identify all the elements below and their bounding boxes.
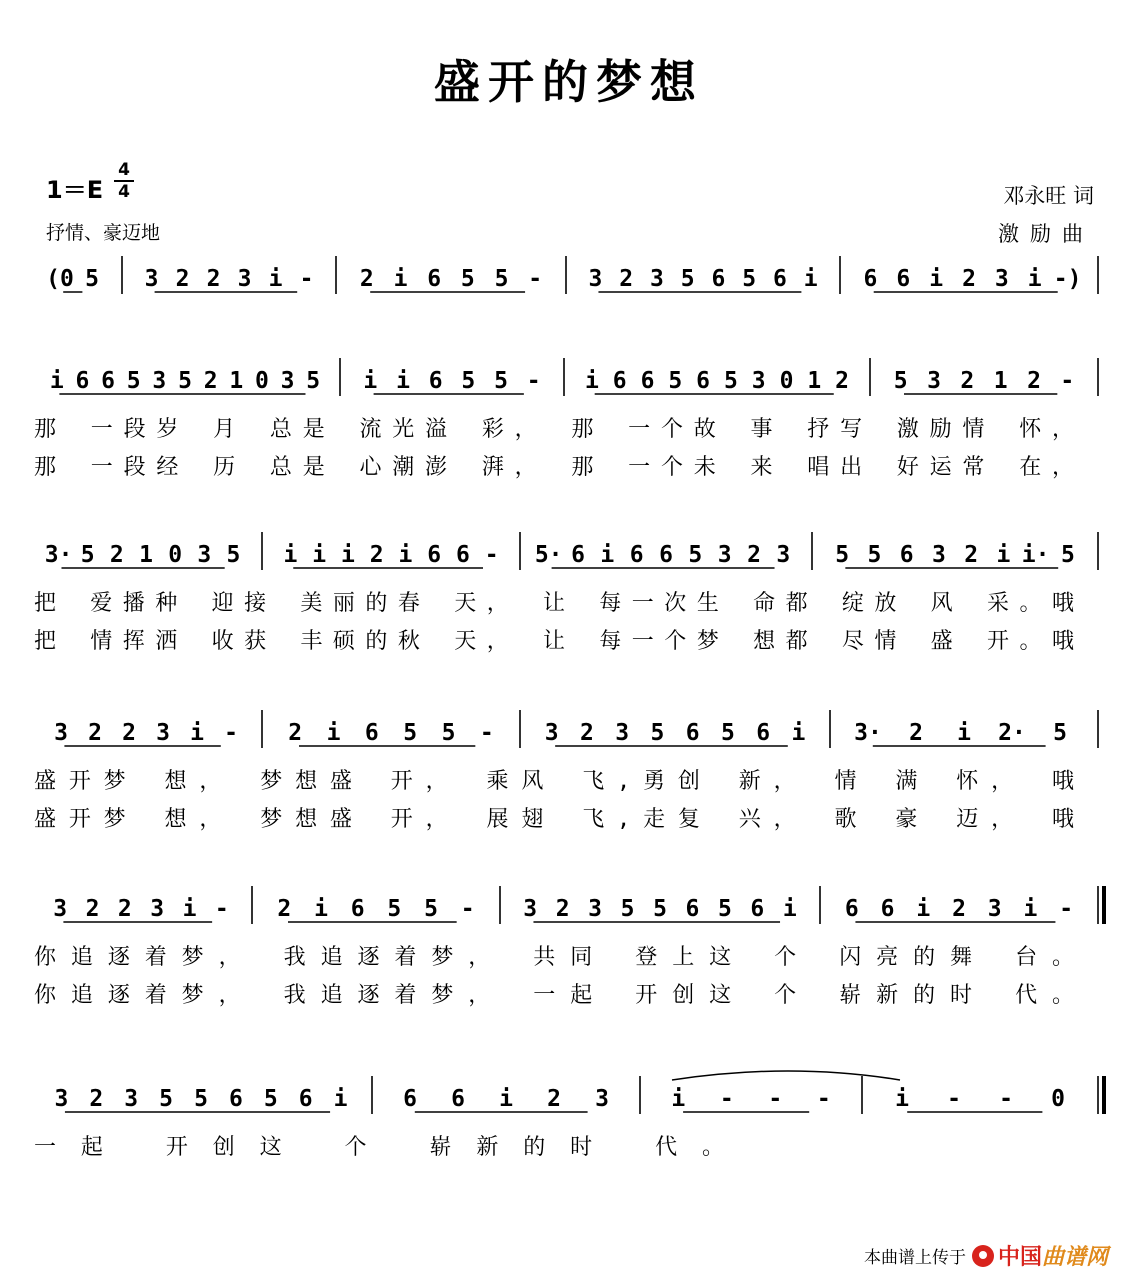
note: 2 xyxy=(89,1086,104,1112)
lyric-line: 那 一段岁 月 总是 流光溢 彩， 那 一个故 事 抒写 激励情 怀， xyxy=(34,417,1074,442)
note: 2· xyxy=(998,720,1026,746)
note: i xyxy=(782,896,797,922)
note: 1 xyxy=(229,368,244,394)
note: 1 xyxy=(807,368,822,394)
note: 5 xyxy=(720,720,735,746)
staff-row xyxy=(34,532,1098,654)
note: 3 xyxy=(523,896,538,922)
note: i xyxy=(584,368,599,394)
note: 2 xyxy=(288,720,303,746)
note: 3 xyxy=(54,1086,69,1112)
staff-row xyxy=(34,710,1098,832)
footer-attribution xyxy=(864,1240,1108,1271)
note: - xyxy=(719,1086,734,1112)
note: 5 xyxy=(1060,542,1075,568)
note: - xyxy=(479,720,494,746)
note: i xyxy=(182,896,197,922)
note: 5 xyxy=(650,720,665,746)
note: 0 xyxy=(168,542,183,568)
note: i xyxy=(283,542,298,568)
lyric-line: 把 情挥洒 收获 丰硕的秋 天， 让 每一个梦 想都 尽情 盛 开。哦 xyxy=(34,629,1074,654)
note: i xyxy=(916,896,931,922)
note: 5 xyxy=(263,1086,278,1112)
note: 2 xyxy=(579,720,594,746)
note: - xyxy=(768,1086,783,1112)
lyric-line: 那 一段经 历 总是 心潮澎 湃， 那 一个未 来 唱出 好运常 在， xyxy=(34,455,1074,480)
note: i xyxy=(929,266,944,292)
note: - xyxy=(816,1086,831,1112)
note: 3 xyxy=(776,542,791,568)
note: 5 xyxy=(668,368,683,394)
note: 2 xyxy=(909,720,923,746)
note: - xyxy=(947,1086,961,1112)
note: 5 xyxy=(680,266,695,292)
note: 5 xyxy=(867,542,882,568)
note: i xyxy=(1023,896,1038,922)
note: i xyxy=(49,368,64,394)
note: i xyxy=(1027,266,1042,292)
note: 5 xyxy=(494,266,509,292)
note: 5 xyxy=(85,266,99,292)
note: 5· xyxy=(534,542,563,568)
note: 5 xyxy=(742,266,757,292)
note: i xyxy=(268,266,283,292)
composer-credit: 激励曲 xyxy=(998,222,1094,246)
logo-text-cn: 中国 xyxy=(997,1245,1042,1270)
note: 5 xyxy=(723,368,738,394)
note: - xyxy=(460,896,475,922)
lyric-line: 把 爱播种 迎接 美丽的春 天， 让 每一次生 命都 绽放 风 采。哦 xyxy=(34,591,1074,616)
lyric-line: 盛开梦 想， 梦想盛 开， 乘风 飞,勇创 新， 情 满 怀， 哦 xyxy=(34,769,1074,794)
staff-row xyxy=(46,256,1098,294)
note: 5 xyxy=(178,368,192,394)
note: 2 xyxy=(1027,368,1041,394)
note: i xyxy=(363,368,378,394)
lyric-line: 一起 开创这 个 崭新的时 代。 xyxy=(34,1135,724,1160)
note: 6 xyxy=(711,266,726,292)
note: i xyxy=(333,1086,348,1112)
note: - xyxy=(484,542,499,568)
note: 5 xyxy=(80,542,95,568)
note: 2 xyxy=(962,266,976,292)
note: i xyxy=(957,720,971,746)
note: 6 xyxy=(640,368,655,394)
note: 5 xyxy=(159,1086,174,1112)
note: i xyxy=(499,1086,513,1112)
note: 1 xyxy=(139,542,153,568)
note: - xyxy=(1059,896,1074,922)
note: 2 xyxy=(359,266,374,292)
note: 6 xyxy=(101,368,116,394)
note: 2 xyxy=(117,896,132,922)
note: - xyxy=(224,720,238,746)
note: 6 xyxy=(659,542,673,568)
note: 2 xyxy=(835,368,850,394)
note: 2 xyxy=(203,368,218,394)
note: 6 xyxy=(696,368,711,394)
note: 6 xyxy=(629,542,644,568)
lyric-line: 盛开梦 想， 梦想盛 开， 展翅 飞,走复 兴， 歌 豪 迈， 哦 xyxy=(34,807,1074,832)
note: i xyxy=(393,266,408,292)
lyric-line: 你追逐着梦， 我追逐着梦， 共同 登上这 个 闪亮的舞 台。 xyxy=(34,945,1074,970)
note: 0 xyxy=(254,368,269,394)
note: 3 xyxy=(987,896,1002,922)
time-sig-bottom: 4 xyxy=(114,180,134,202)
note: 3 xyxy=(927,368,941,394)
note: 3 xyxy=(751,368,766,394)
note: i· xyxy=(1021,542,1050,568)
note: 2 xyxy=(109,542,124,568)
note: i xyxy=(671,1086,686,1112)
note: 2 xyxy=(964,542,979,568)
site-logo[interactable] xyxy=(972,1240,1108,1271)
note: 6 xyxy=(772,266,787,292)
page-title: 盛开的梦想 xyxy=(434,55,704,109)
logo-icon xyxy=(972,1245,994,1267)
note: i xyxy=(996,542,1011,568)
note: 3 xyxy=(931,542,946,568)
note: 3 xyxy=(124,1086,139,1112)
note: i xyxy=(791,720,806,746)
note: - xyxy=(299,266,314,292)
note: 6 xyxy=(427,266,442,292)
note: 2 xyxy=(175,266,190,292)
note: 5 xyxy=(893,368,908,394)
note: 6 xyxy=(75,368,90,394)
note: - xyxy=(526,368,541,394)
note: 5 xyxy=(424,896,438,922)
note: 5 xyxy=(306,368,321,394)
note: - xyxy=(999,1086,1013,1112)
note: 2 xyxy=(547,1086,561,1112)
note: 2 xyxy=(122,720,136,746)
note: 2 xyxy=(206,266,221,292)
note: 5 xyxy=(460,266,475,292)
note: 3· xyxy=(854,720,882,746)
note: 5 xyxy=(688,542,703,568)
note: - xyxy=(1060,368,1075,394)
note: i xyxy=(600,542,615,568)
note: 6 xyxy=(896,266,911,292)
note: 0 xyxy=(779,368,794,394)
staff-row xyxy=(34,1076,1104,1160)
note: 6 xyxy=(403,1086,417,1112)
note: 3· xyxy=(44,542,73,568)
note: 2 xyxy=(960,368,975,394)
note: 5 xyxy=(403,720,418,746)
note: i xyxy=(326,720,341,746)
note: 6 xyxy=(228,1086,243,1112)
note: 6 xyxy=(844,896,859,922)
note: 3 xyxy=(53,896,68,922)
tie-arc xyxy=(672,1071,900,1080)
note: 6 xyxy=(756,720,771,746)
note: 5 xyxy=(387,896,402,922)
note: 1 xyxy=(993,368,1008,394)
note: 3 xyxy=(144,266,159,292)
note: 5 xyxy=(126,368,141,394)
note: 6 xyxy=(612,368,627,394)
note: 3 xyxy=(152,368,167,394)
note: 3 xyxy=(54,720,68,746)
note: 6 xyxy=(685,720,700,746)
note: 0 xyxy=(1051,1086,1065,1112)
note: i xyxy=(314,896,328,922)
note: 3 xyxy=(588,896,603,922)
note: 6 xyxy=(428,368,443,394)
note: 5 xyxy=(653,896,667,922)
note: 6 xyxy=(750,896,765,922)
note: 5 xyxy=(1053,720,1067,746)
note: i xyxy=(895,1086,909,1112)
note: 6 xyxy=(685,896,700,922)
note: 6 xyxy=(364,720,379,746)
note: 3 xyxy=(595,1086,609,1112)
note: 3 xyxy=(588,266,603,292)
note: i xyxy=(340,542,355,568)
note: 5 xyxy=(441,720,456,746)
lyric-line: 你追逐着梦， 我追逐着梦， 一起 开创这 个 崭新的时 代。 xyxy=(34,983,1074,1008)
note: - xyxy=(528,266,543,292)
note: 3 xyxy=(156,720,170,746)
staff-row xyxy=(34,358,1098,480)
note: 2 xyxy=(85,896,100,922)
note: 3 xyxy=(544,720,559,746)
note: - xyxy=(214,896,229,922)
note: 3 xyxy=(280,368,295,394)
note: 6 xyxy=(427,542,442,568)
note: 2 xyxy=(88,720,102,746)
logo-text-qp: 曲谱网 xyxy=(1041,1245,1108,1270)
note: 5 xyxy=(494,368,508,394)
lyricist-credit: 邓永旺 词 xyxy=(1003,184,1094,208)
note: i xyxy=(312,542,327,568)
key-signature: 1＝E xyxy=(46,176,104,204)
note: 6 xyxy=(880,896,895,922)
note: i xyxy=(190,720,204,746)
note: 5 xyxy=(620,896,635,922)
note: 5 xyxy=(461,368,476,394)
note: 2 xyxy=(747,542,761,568)
note: 6 xyxy=(350,896,365,922)
note: -) xyxy=(1053,266,1082,292)
staff-row xyxy=(34,886,1104,1008)
note: 2 xyxy=(952,896,966,922)
note: 3 xyxy=(150,896,165,922)
note: 3 xyxy=(649,266,664,292)
note: 5 xyxy=(194,1086,208,1112)
note: 2 xyxy=(369,542,384,568)
note: 3 xyxy=(994,266,1009,292)
note: 5 xyxy=(835,542,850,568)
note: 2 xyxy=(619,266,634,292)
tempo-marking: 抒情、豪迈地 xyxy=(46,222,161,244)
note: 3 xyxy=(197,542,212,568)
note: 2 xyxy=(555,896,570,922)
footer-text: 本曲谱上传于 xyxy=(863,1248,966,1268)
note: 6 xyxy=(451,1086,465,1112)
note: 6 xyxy=(298,1086,313,1112)
note: 6 xyxy=(571,542,585,568)
note: 6 xyxy=(455,542,470,568)
note: i xyxy=(398,542,413,568)
note: i xyxy=(803,266,818,292)
note: 3 xyxy=(615,720,630,746)
note: 3 xyxy=(237,266,252,292)
note: 2 xyxy=(277,896,292,922)
note: 5 xyxy=(226,542,241,568)
note: 3 xyxy=(717,542,732,568)
note: 5 xyxy=(717,896,732,922)
note: 6 xyxy=(863,266,878,292)
time-sig-top: 4 xyxy=(118,160,130,180)
note: 6 xyxy=(899,542,914,568)
note: i xyxy=(396,368,410,394)
note: (0 xyxy=(46,266,74,292)
